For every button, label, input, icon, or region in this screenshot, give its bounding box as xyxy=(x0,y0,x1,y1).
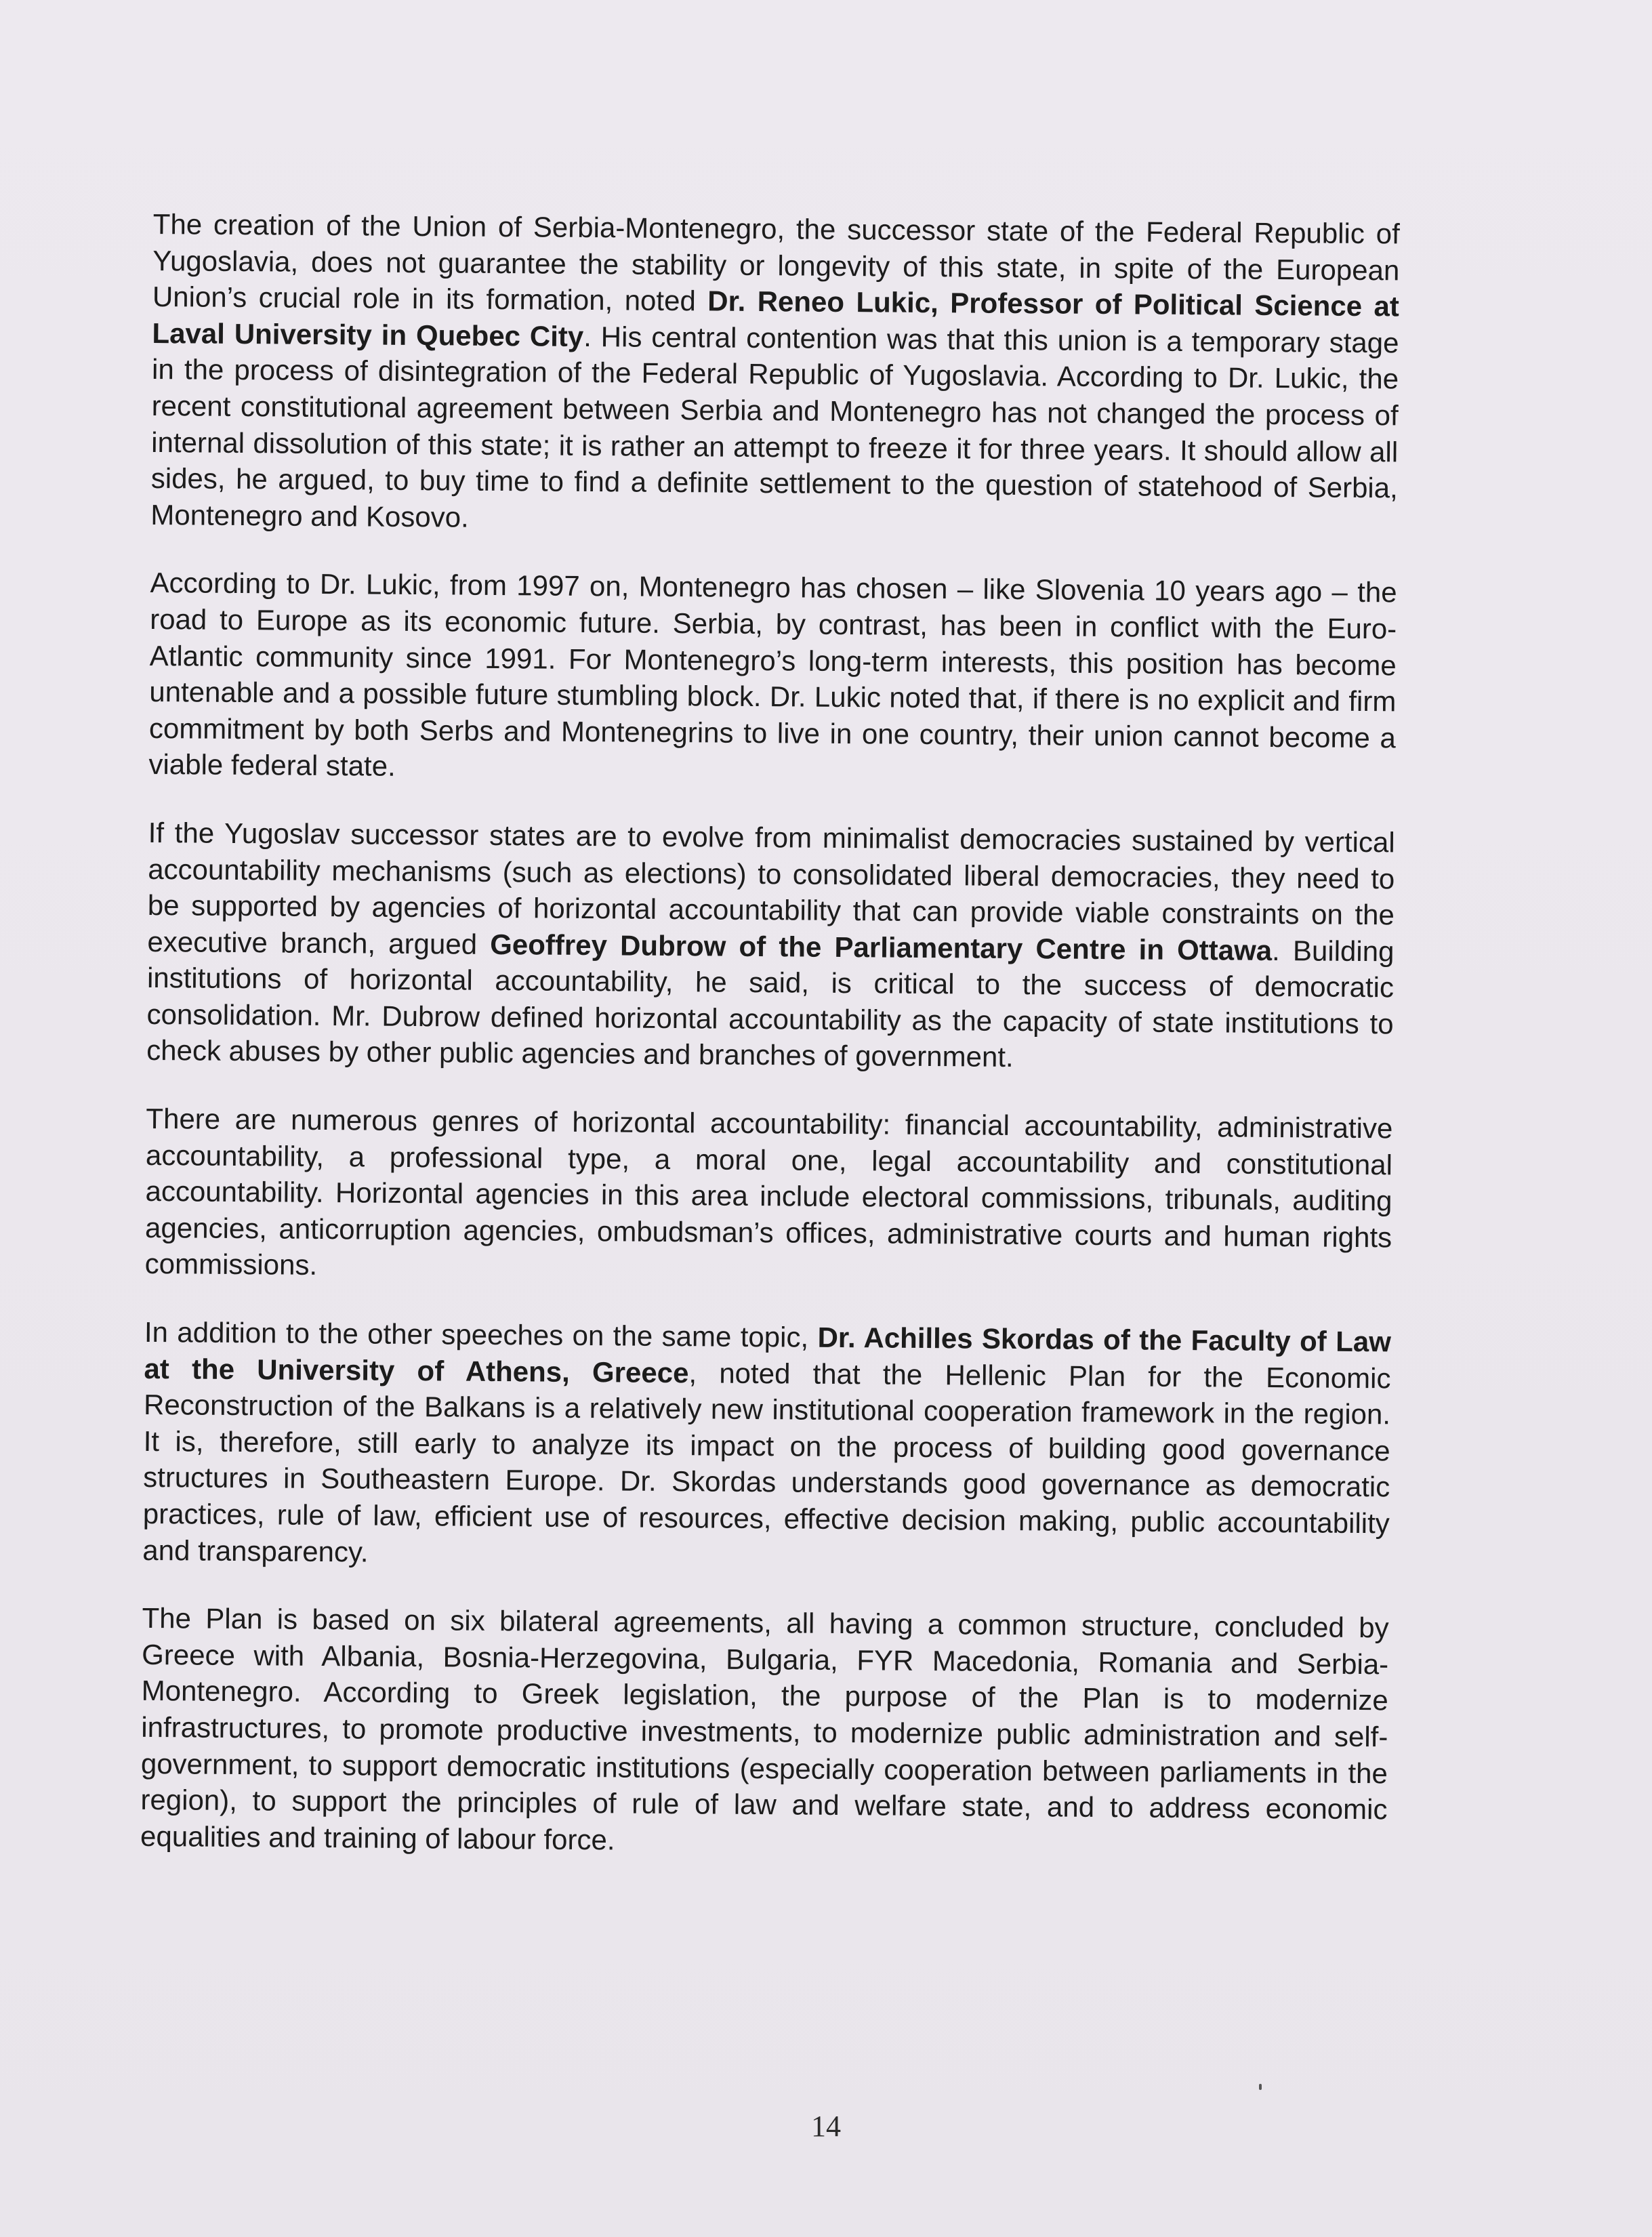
paragraph-accountability-genres xyxy=(145,1101,1393,1292)
text-segment: If the Yugoslav successor states are to evolve from minimalist democracies sustained by vertical accountability mechanisms (such as elections) to consolidated liberal democracies, they need to be supported by agencies of horizontal accountability that can provide viable constraints on the executive branch, argued xyxy=(147,816,1395,960)
text-segment: There are numerous genres of horizontal accountability: financial accountability, administrative accountability, a professional type, a moral one, legal accountability and constitutional accountability. Horizontal agencies in this area include electoral commissions, tribunals, auditing agencies, anticorruption agencies, ombudsman’s offices, administrative courts and human rights commissions. xyxy=(144,1103,1393,1281)
paragraph-bilateral-agreements xyxy=(140,1600,1389,1864)
speaker-name: Dr. Achilles Skordas of the Faculty of Law at the University of Athens, Greece xyxy=(144,1321,1392,1389)
text-segment: According to Dr. Lukic, from 1997 on, Montenegro has chosen – like Slovenia 10 years ago – the road to Europe as its economic future. Serbia, by contrast, has been in conflict with the Euro-Atlantic community since 1991. For Montenegro’s long-term interests, this position has become untenable and a possible future stumbling block. Dr. Lukic noted that, if there is no explicit and firm commitment by both Serbs and Montenegrins to live in one country, their union cannot become a viable federal state. xyxy=(148,567,1397,783)
text-segment: . His central contention was that this union is a temporary stage in the process of disintegration of the Federal Republic of Yugoslavia. According to Dr. Lukic, the recent constitutional agreement between Serbia and Montenegro has not changed the process of internal dissolution of this state; it is rather an attempt to freeze it for three years. It should allow all sides, he argued, to buy time to find a definite settlement to the question of statehood of Serbia, Montenegro and Kosovo. xyxy=(150,320,1399,533)
paragraph-montenegro-europe xyxy=(148,565,1397,792)
speaker-name: Dr. Reneo Lukic, Professor of Political Science at Laval University in Quebec City xyxy=(152,285,1400,352)
body-text xyxy=(140,206,1400,1896)
text-segment: , noted that the Hellenic Plan for the Economic Reconstruction of the Balkans is a relatively new institutional cooperation framework in the region. It is, therefore, still early to analyze its impact on the process of building good governance structures in Southeastern Europe. Dr. Skordas understands good governance as democratic practices, rule of law, efficient use of resources, effective decision making, public accountability and transparency. xyxy=(142,1356,1391,1568)
paragraph-horizontal-accountability xyxy=(146,815,1395,1079)
paper-speck xyxy=(1259,2084,1262,2090)
text-segment: The creation of the Union of Serbia-Montenegro, the successor state of the Federal Republic of Yugoslavia, does not guarantee the stability or longevity of this state, in spite of the European Union’s crucial role in its formation, noted xyxy=(152,207,1400,317)
page-number: 14 xyxy=(811,2110,841,2143)
speaker-name: Geoffrey Dubrow of the Parliamentary Centre in Ottawa xyxy=(490,928,1273,966)
text-segment: In addition to the other speeches on the same topic, xyxy=(144,1315,818,1353)
text-segment: . Building institutions of horizontal accountability, he said, is critical to the success of democratic consolidation. Mr. Dubrow defined horizontal accountability as the capacity of state institutions to check abuses by other public agencies and branches of government. xyxy=(146,934,1395,1073)
paragraph-union-serbia-montenegro xyxy=(150,206,1400,543)
paragraph-hellenic-plan xyxy=(142,1314,1391,1578)
text-segment: The Plan is based on six bilateral agreements, all having a common structure, concluded by Greece with Albania, Bosnia-Herzegovina, Bulgaria, FYR Macedonia, Romania and Serbia-Montenegro. According to Greek legislation, the purpose of the Plan is to modernize infrastructures, to promote productive investments, to modernize public administration and self-government, to support democratic institutions (especially cooperation between parliaments in the region), to support the principles of rule of law and welfare state, and to address economic equalities and training of labour force. xyxy=(140,1602,1389,1856)
